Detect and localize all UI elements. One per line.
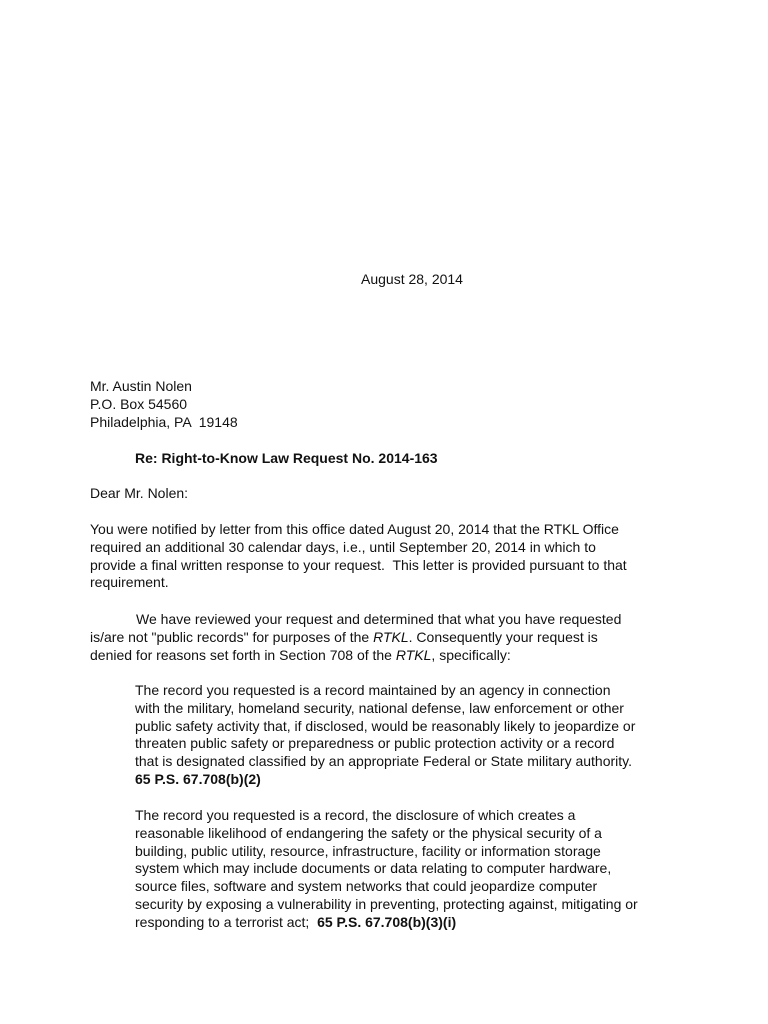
paragraph-text: . Consequently your request is — [408, 628, 598, 645]
statute-citation: 65 P.S. 67.708(b)(3)(i) — [317, 913, 457, 930]
quote-line: that is designated classified by an appropriate Federal or State military authority. — [135, 753, 632, 770]
recipient-address-line2: Philadelphia, PA 19148 — [90, 413, 238, 430]
re-line: Re: Right-to-Know Law Request No. 2014-163 — [135, 450, 438, 466]
quote-line: security by exposing a vulnerability in preventing, protecting against, mitigating or — [135, 895, 638, 912]
exemption-quote-1 — [135, 682, 695, 789]
letter-date: August 28, 2014 — [361, 271, 463, 287]
rtkl-italic: RTKL — [373, 628, 409, 645]
paragraph-text: denied for reasons set forth in Section 708 of the — [90, 646, 396, 663]
paragraph-determination — [90, 611, 690, 664]
paragraph-text: , specifically: — [431, 646, 511, 663]
paragraph-notification — [90, 521, 690, 592]
quote-line: threaten public safety or preparedness or public protection activity or a record — [135, 735, 615, 752]
paragraph-text: is/are not "public records" for purposes of the — [90, 628, 374, 645]
paragraph-line: provide a final written response to your request. This letter is provided pursuant to that — [90, 556, 627, 573]
quote-line: system which may include documents or data relating to computer hardware, — [135, 860, 612, 877]
rtkl-italic: RTKL — [395, 646, 432, 663]
statute-citation: 65 P.S. 67.708(b)(2) — [135, 770, 261, 787]
recipient-address-line1: P.O. Box 54560 — [90, 395, 188, 412]
paragraph-line: We have reviewed your request and determined that what you have requested — [136, 611, 622, 627]
quote-line: with the military, homeland security, national defense, law enforcement or other — [135, 699, 624, 716]
salutation: Dear Mr. Nolen: — [90, 485, 189, 501]
quote-line: The record you requested is a record maintained by an agency in connection — [135, 682, 611, 698]
quote-line: source files, software and system networks that could jeopardize computer — [135, 878, 598, 895]
exemption-quote-2 — [135, 807, 695, 932]
quote-line: building, public utility, resource, infrastructure, facility or information storage — [135, 842, 601, 859]
quote-line: public safety activity that, if disclosed, would be reasonably likely to jeopardize or — [135, 717, 636, 734]
quote-line: responding to a terrorist act; — [135, 913, 318, 930]
paragraph-line: You were notified by letter from this office dated August 20, 2014 that the RTKL Office — [90, 521, 619, 537]
recipient-name: Mr. Austin Nolen — [90, 378, 192, 394]
paragraph-line: required an additional 30 calendar days, i.e., until September 20, 2014 in which to — [90, 538, 596, 555]
quote-line: The record you requested is a record, the disclosure of which creates a — [135, 807, 576, 823]
paragraph-line: requirement. — [90, 574, 169, 591]
quote-line: reasonable likelihood of endangering the safety or the physical security of a — [135, 824, 602, 841]
recipient-address — [90, 378, 238, 431]
